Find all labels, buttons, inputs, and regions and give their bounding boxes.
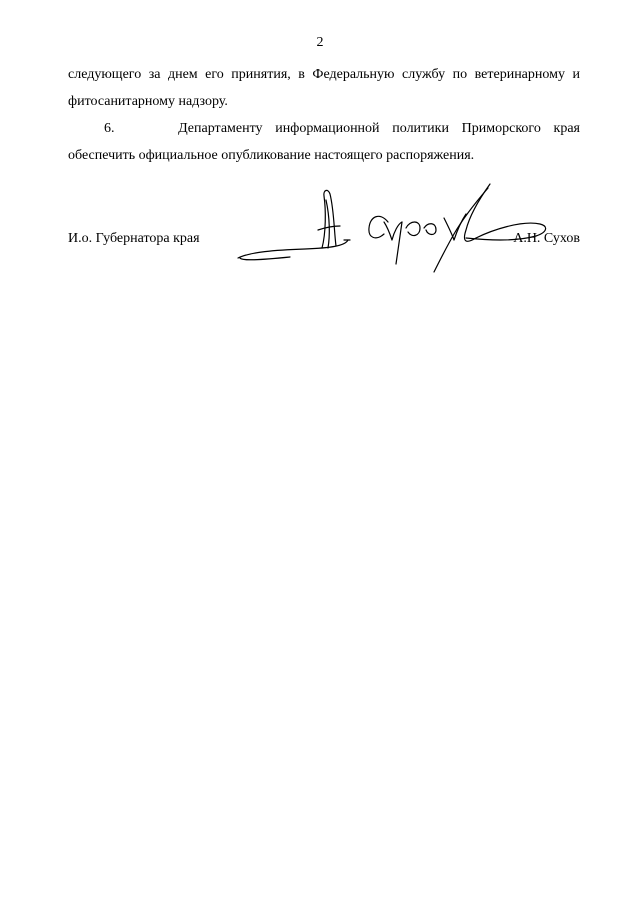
signer-name: А.Н. Сухов xyxy=(513,231,580,246)
paragraph-6-line-2: обеспечить официальное опубликование настоящего распоряжения. xyxy=(68,148,475,163)
page-number: 2 xyxy=(316,35,324,50)
paragraph-continuation-line-2: фитосанитарному надзору. xyxy=(68,94,228,109)
signer-position: И.о. Губернатора края xyxy=(68,231,200,246)
document-body xyxy=(68,61,580,169)
paragraph-continuation-line-1: следующего за днем его принятия, в Федеральную службу по ветеринарному и xyxy=(68,67,580,82)
paragraph-6-line-1: 6. Департаменту информационной политики Приморского края xyxy=(104,121,580,136)
handwritten-signature-icon xyxy=(230,178,550,278)
